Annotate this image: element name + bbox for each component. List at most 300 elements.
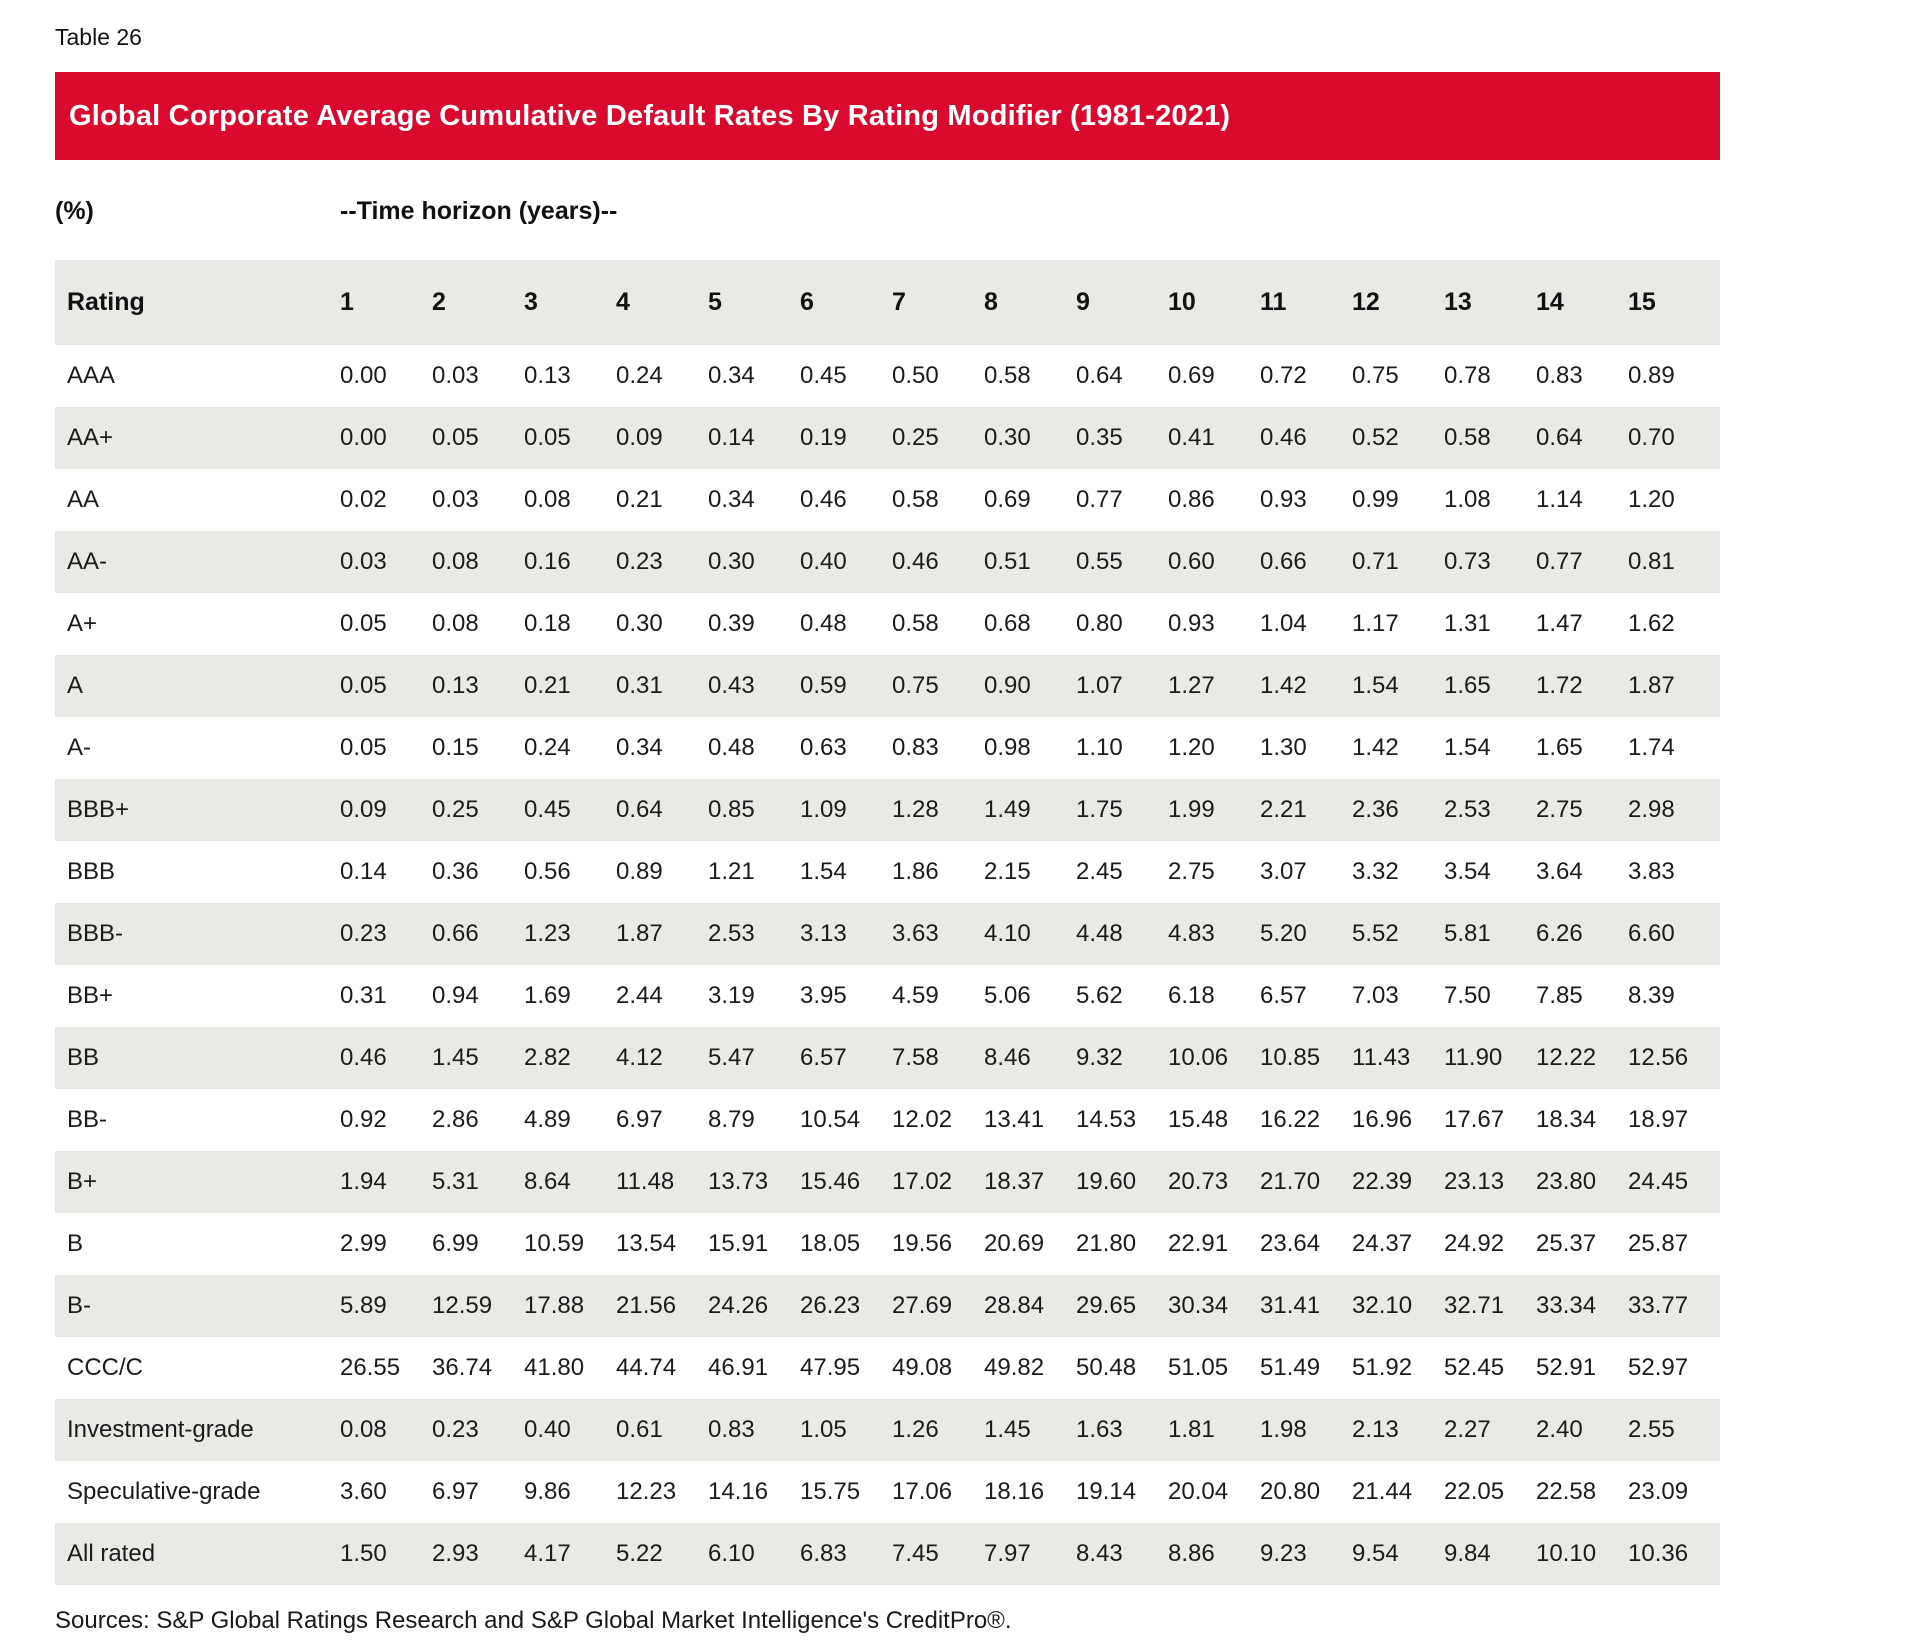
default-rate-cell-year-15: 1.74 [1628, 734, 1675, 761]
default-rate-cell-year-10: 0.86 [1168, 486, 1215, 513]
default-rate-cell-year-12: 9.54 [1352, 1540, 1399, 1567]
default-rate-cell-year-15: 0.81 [1628, 548, 1675, 575]
default-rate-cell-year-14: 7.85 [1536, 982, 1583, 1009]
default-rate-cell-year-11: 1.98 [1260, 1416, 1307, 1443]
default-rate-cell-year-6: 6.57 [800, 1044, 847, 1071]
default-rate-cell-year-11: 1.04 [1260, 610, 1307, 637]
default-rate-cell-year-14: 1.72 [1536, 672, 1583, 699]
column-header-year-15: 15 [1628, 288, 1656, 316]
default-rate-cell-year-2: 12.59 [432, 1292, 493, 1319]
rating-label: B [67, 1230, 84, 1257]
default-rate-cell-year-2: 0.03 [432, 486, 479, 513]
table-number-label: Table 26 [55, 24, 142, 50]
default-rate-cell-year-14: 2.40 [1536, 1416, 1583, 1443]
default-rate-cell-year-14: 22.58 [1536, 1478, 1597, 1505]
default-rate-cell-year-1: 1.94 [340, 1168, 387, 1195]
default-rate-cell-year-11: 1.30 [1260, 734, 1307, 761]
default-rate-cell-year-8: 5.06 [984, 982, 1031, 1009]
default-rate-cell-year-3: 0.08 [524, 486, 571, 513]
default-rate-cell-year-1: 1.50 [340, 1540, 387, 1567]
default-rate-cell-year-14: 12.22 [1536, 1044, 1597, 1071]
table-row-bb [55, 965, 1720, 1027]
default-rate-cell-year-6: 1.09 [800, 796, 847, 823]
default-rate-cell-year-6: 0.19 [800, 424, 847, 451]
default-rate-cell-year-5: 0.39 [708, 610, 755, 637]
default-rate-cell-year-6: 0.46 [800, 486, 847, 513]
default-rate-cell-year-3: 0.18 [524, 610, 571, 637]
default-rate-cell-year-10: 1.20 [1168, 734, 1215, 761]
default-rate-cell-year-4: 0.34 [616, 734, 663, 761]
rating-label: BBB+ [67, 796, 130, 823]
default-rate-cell-year-8: 18.16 [984, 1478, 1045, 1505]
default-rate-cell-year-7: 3.63 [892, 920, 939, 947]
title-banner [55, 72, 1720, 160]
default-rate-cell-year-6: 0.45 [800, 362, 847, 389]
default-rate-cell-year-7: 17.06 [892, 1478, 953, 1505]
default-rate-cell-year-8: 0.68 [984, 610, 1031, 637]
default-rate-cell-year-5: 0.34 [708, 362, 755, 389]
default-rate-cell-year-3: 4.89 [524, 1106, 571, 1133]
unit-label: (%) [55, 196, 94, 225]
default-rate-cell-year-7: 12.02 [892, 1106, 953, 1133]
default-rate-cell-year-12: 24.37 [1352, 1230, 1413, 1257]
default-rate-cell-year-9: 1.07 [1076, 672, 1123, 699]
default-rate-cell-year-9: 0.35 [1076, 424, 1123, 451]
default-rate-cell-year-7: 1.86 [892, 858, 939, 885]
rating-label: Investment-grade [67, 1416, 254, 1443]
default-rate-cell-year-1: 3.60 [340, 1478, 387, 1505]
default-rate-cell-year-7: 0.50 [892, 362, 939, 389]
rating-label: AAA [67, 362, 116, 389]
default-rate-cell-year-10: 0.69 [1168, 362, 1215, 389]
rating-label: BB- [67, 1106, 108, 1133]
default-rate-cell-year-13: 23.13 [1444, 1168, 1505, 1195]
default-rate-cell-year-10: 15.48 [1168, 1106, 1229, 1133]
default-rate-cell-year-7: 0.75 [892, 672, 939, 699]
default-rate-cell-year-15: 1.20 [1628, 486, 1675, 513]
default-rate-cell-year-12: 1.54 [1352, 672, 1399, 699]
rating-label: BBB- [67, 920, 124, 947]
default-rate-cell-year-7: 0.58 [892, 610, 939, 637]
default-rate-cell-year-7: 49.08 [892, 1354, 953, 1381]
default-rate-cell-year-12: 3.32 [1352, 858, 1399, 885]
default-rate-cell-year-6: 47.95 [800, 1354, 861, 1381]
default-rate-cell-year-1: 0.09 [340, 796, 387, 823]
default-rate-cell-year-5: 14.16 [708, 1478, 769, 1505]
default-rate-cell-year-15: 0.70 [1628, 424, 1675, 451]
rating-label: AA [67, 486, 100, 513]
default-rate-cell-year-14: 33.34 [1536, 1292, 1597, 1319]
default-rate-cell-year-6: 0.63 [800, 734, 847, 761]
default-rate-cell-year-10: 1.27 [1168, 672, 1215, 699]
default-rate-cell-year-1: 0.00 [340, 424, 387, 451]
default-rate-cell-year-5: 46.91 [708, 1354, 769, 1381]
default-rate-cell-year-5: 0.48 [708, 734, 755, 761]
default-rate-cell-year-8: 0.90 [984, 672, 1031, 699]
default-rate-cell-year-15: 1.62 [1628, 610, 1675, 637]
default-rate-cell-year-13: 0.58 [1444, 424, 1491, 451]
default-rate-cell-year-2: 0.08 [432, 548, 479, 575]
default-rate-cell-year-11: 21.70 [1260, 1168, 1321, 1195]
default-rate-cell-year-8: 0.30 [984, 424, 1031, 451]
default-rate-cell-year-1: 0.23 [340, 920, 387, 947]
default-rate-cell-year-11: 31.41 [1260, 1292, 1321, 1319]
default-rate-cell-year-10: 8.86 [1168, 1540, 1215, 1567]
default-rate-cell-year-2: 36.74 [432, 1354, 493, 1381]
default-rate-cell-year-3: 2.82 [524, 1044, 571, 1071]
default-rate-cell-year-1: 0.05 [340, 610, 387, 637]
table-row-a [55, 593, 1720, 655]
column-header-year-10: 10 [1168, 288, 1196, 316]
default-rate-cell-year-15: 6.60 [1628, 920, 1675, 947]
default-rate-cell-year-6: 3.13 [800, 920, 847, 947]
default-rate-cell-year-15: 33.77 [1628, 1292, 1689, 1319]
default-rate-cell-year-12: 51.92 [1352, 1354, 1413, 1381]
default-rate-cell-year-6: 0.59 [800, 672, 847, 699]
table-row-ccc-c [55, 1337, 1720, 1399]
default-rate-cell-year-8: 18.37 [984, 1168, 1045, 1195]
default-rate-cell-year-6: 6.83 [800, 1540, 847, 1567]
default-rate-cell-year-13: 1.31 [1444, 610, 1491, 637]
default-rate-cell-year-13: 2.53 [1444, 796, 1491, 823]
default-rate-cell-year-11: 20.80 [1260, 1478, 1321, 1505]
rating-label: A+ [67, 610, 98, 637]
rating-label: A [67, 672, 84, 699]
default-rate-cell-year-14: 1.14 [1536, 486, 1583, 513]
default-rate-cell-year-8: 20.69 [984, 1230, 1045, 1257]
default-rate-cell-year-9: 4.48 [1076, 920, 1123, 947]
table-row-aa [55, 469, 1720, 531]
default-rate-cell-year-11: 10.85 [1260, 1044, 1321, 1071]
default-rate-cell-year-15: 10.36 [1628, 1540, 1689, 1567]
table-head [55, 260, 1720, 345]
default-rate-cell-year-7: 0.46 [892, 548, 939, 575]
default-rate-cell-year-6: 15.75 [800, 1478, 861, 1505]
default-rate-cell-year-1: 0.14 [340, 858, 387, 885]
default-rate-cell-year-11: 0.46 [1260, 424, 1307, 451]
default-rate-cell-year-8: 28.84 [984, 1292, 1045, 1319]
default-rate-cell-year-14: 2.75 [1536, 796, 1583, 823]
default-rate-cell-year-12: 22.39 [1352, 1168, 1413, 1195]
default-rate-cell-year-15: 1.87 [1628, 672, 1675, 699]
default-rate-cell-year-15: 2.55 [1628, 1416, 1675, 1443]
default-rate-cell-year-2: 0.23 [432, 1416, 479, 1443]
table-row-a [55, 717, 1720, 779]
time-horizon-label: --Time horizon (years)-- [340, 196, 618, 225]
default-rate-cell-year-10: 6.18 [1168, 982, 1215, 1009]
default-rate-cell-year-12: 0.52 [1352, 424, 1399, 451]
default-rate-cell-year-3: 1.23 [524, 920, 571, 947]
default-rate-cell-year-10: 0.41 [1168, 424, 1215, 451]
default-rate-cell-year-8: 8.46 [984, 1044, 1031, 1071]
default-rate-cell-year-5: 0.83 [708, 1416, 755, 1443]
default-rate-cell-year-2: 6.99 [432, 1230, 479, 1257]
default-rate-cell-year-10: 0.93 [1168, 610, 1215, 637]
default-rate-cell-year-12: 2.36 [1352, 796, 1399, 823]
default-rate-cell-year-12: 7.03 [1352, 982, 1399, 1009]
default-rate-cell-year-8: 7.97 [984, 1540, 1031, 1567]
column-header-year-9: 9 [1076, 288, 1090, 316]
default-rate-cell-year-14: 1.65 [1536, 734, 1583, 761]
default-rates-table [55, 260, 1720, 1585]
default-rate-cell-year-15: 3.83 [1628, 858, 1675, 885]
column-header-year-11: 11 [1260, 288, 1287, 316]
default-rate-cell-year-14: 18.34 [1536, 1106, 1597, 1133]
default-rate-cell-year-15: 8.39 [1628, 982, 1675, 1009]
rating-label: AA- [67, 548, 108, 575]
default-rate-cell-year-7: 27.69 [892, 1292, 953, 1319]
default-rate-cell-year-6: 10.54 [800, 1106, 861, 1133]
column-header-year-2: 2 [432, 288, 446, 316]
default-rate-cell-year-11: 23.64 [1260, 1230, 1321, 1257]
default-rate-cell-year-10: 20.04 [1168, 1478, 1229, 1505]
default-rate-cell-year-3: 9.86 [524, 1478, 571, 1505]
default-rate-cell-year-13: 17.67 [1444, 1106, 1505, 1133]
default-rate-cell-year-9: 5.62 [1076, 982, 1123, 1009]
table-row-speculative-grade [55, 1461, 1720, 1523]
default-rate-cell-year-9: 1.10 [1076, 734, 1123, 761]
default-rate-cell-year-1: 26.55 [340, 1354, 401, 1381]
table-subheader [55, 196, 1911, 226]
default-rate-cell-year-3: 0.56 [524, 858, 571, 885]
column-header-year-13: 13 [1444, 288, 1472, 316]
default-rate-cell-year-2: 0.13 [432, 672, 479, 699]
default-rate-cell-year-2: 0.36 [432, 858, 479, 885]
rating-label: CCC/C [67, 1354, 143, 1381]
default-rate-cell-year-6: 1.05 [800, 1416, 847, 1443]
table-body [55, 345, 1720, 1585]
default-rate-cell-year-2: 6.97 [432, 1478, 479, 1505]
default-rate-cell-year-3: 0.05 [524, 424, 571, 451]
default-rate-cell-year-9: 0.64 [1076, 362, 1123, 389]
default-rate-cell-year-13: 3.54 [1444, 858, 1491, 885]
default-rate-cell-year-14: 25.37 [1536, 1230, 1597, 1257]
default-rate-cell-year-9: 14.53 [1076, 1106, 1137, 1133]
default-rate-cell-year-11: 5.20 [1260, 920, 1307, 947]
default-rate-cell-year-1: 0.02 [340, 486, 387, 513]
default-rate-cell-year-3: 17.88 [524, 1292, 585, 1319]
default-rate-cell-year-3: 4.17 [524, 1540, 571, 1567]
default-rate-cell-year-5: 0.43 [708, 672, 755, 699]
default-rate-cell-year-2: 1.45 [432, 1044, 479, 1071]
default-rate-cell-year-8: 0.58 [984, 362, 1031, 389]
default-rate-cell-year-6: 0.48 [800, 610, 847, 637]
default-rate-cell-year-1: 0.31 [340, 982, 387, 1009]
default-rate-cell-year-11: 0.66 [1260, 548, 1307, 575]
default-rate-cell-year-3: 0.40 [524, 1416, 571, 1443]
table-row-b [55, 1275, 1720, 1337]
rating-label: All rated [67, 1540, 156, 1567]
table-row-aaa [55, 345, 1720, 407]
default-rate-cell-year-1: 0.05 [340, 672, 387, 699]
page-title: Global Corporate Average Cumulative Default Rates By Rating Modifier (1981-2021) [69, 99, 1231, 132]
default-rate-cell-year-3: 41.80 [524, 1354, 585, 1381]
default-rate-cell-year-2: 0.08 [432, 610, 479, 637]
default-rate-cell-year-15: 0.89 [1628, 362, 1675, 389]
default-rate-cell-year-3: 10.59 [524, 1230, 585, 1257]
default-rate-cell-year-4: 44.74 [616, 1354, 677, 1381]
default-rate-cell-year-8: 0.51 [984, 548, 1031, 575]
default-rate-cell-year-6: 0.40 [800, 548, 847, 575]
default-rate-cell-year-9: 8.43 [1076, 1540, 1123, 1567]
default-rate-cell-year-7: 0.58 [892, 486, 939, 513]
column-header-year-1: 1 [340, 288, 354, 316]
table-row-investment-grade [55, 1399, 1720, 1461]
default-rate-cell-year-10: 22.91 [1168, 1230, 1229, 1257]
rating-label: B- [67, 1292, 91, 1319]
default-rate-cell-year-15: 18.97 [1628, 1106, 1689, 1133]
default-rate-cell-year-4: 0.31 [616, 672, 663, 699]
default-rate-cell-year-8: 4.10 [984, 920, 1031, 947]
default-rate-cell-year-10: 30.34 [1168, 1292, 1229, 1319]
default-rate-cell-year-7: 17.02 [892, 1168, 953, 1195]
rating-label: Speculative-grade [67, 1478, 261, 1505]
default-rate-cell-year-12: 1.42 [1352, 734, 1399, 761]
default-rate-cell-year-11: 16.22 [1260, 1106, 1321, 1133]
default-rate-cell-year-3: 1.69 [524, 982, 571, 1009]
default-rate-cell-year-1: 2.99 [340, 1230, 387, 1257]
default-rate-cell-year-1: 0.00 [340, 362, 387, 389]
default-rate-cell-year-4: 0.64 [616, 796, 663, 823]
default-rate-cell-year-6: 26.23 [800, 1292, 861, 1319]
default-rate-cell-year-11: 3.07 [1260, 858, 1307, 885]
default-rate-cell-year-11: 2.21 [1260, 796, 1307, 823]
default-rate-cell-year-14: 10.10 [1536, 1540, 1597, 1567]
table-row-bb [55, 1027, 1720, 1089]
default-rate-cell-year-14: 52.91 [1536, 1354, 1597, 1381]
default-rate-cell-year-8: 49.82 [984, 1354, 1045, 1381]
sources-note: Sources: S&P Global Ratings Research and S&P Global Market Intelligence's CreditPro®. [55, 1607, 1012, 1634]
default-rate-cell-year-10: 20.73 [1168, 1168, 1229, 1195]
column-header-year-8: 8 [984, 288, 998, 316]
default-rate-cell-year-1: 0.08 [340, 1416, 387, 1443]
default-rate-cell-year-14: 6.26 [1536, 920, 1583, 947]
default-rate-cell-year-13: 5.81 [1444, 920, 1491, 947]
table-row-aa [55, 407, 1720, 469]
default-rate-cell-year-8: 0.98 [984, 734, 1031, 761]
default-rate-cell-year-7: 19.56 [892, 1230, 953, 1257]
default-rate-cell-year-11: 51.49 [1260, 1354, 1321, 1381]
default-rate-cell-year-13: 11.90 [1444, 1044, 1503, 1071]
default-rate-cell-year-10: 2.75 [1168, 858, 1215, 885]
default-rate-cell-year-4: 1.87 [616, 920, 663, 947]
default-rate-cell-year-4: 13.54 [616, 1230, 677, 1257]
default-rate-cell-year-8: 0.69 [984, 486, 1031, 513]
table-header-row [55, 260, 1720, 345]
default-rate-cell-year-12: 32.10 [1352, 1292, 1413, 1319]
default-rate-cell-year-5: 15.91 [708, 1230, 769, 1257]
default-rate-cell-year-8: 2.15 [984, 858, 1031, 885]
default-rate-cell-year-2: 0.25 [432, 796, 479, 823]
rating-label: BBB [67, 858, 116, 885]
default-rate-cell-year-10: 51.05 [1168, 1354, 1229, 1381]
default-rate-cell-year-3: 8.64 [524, 1168, 571, 1195]
default-rate-cell-year-14: 0.77 [1536, 548, 1583, 575]
default-rate-cell-year-7: 1.26 [892, 1416, 939, 1443]
default-rate-cell-year-3: 0.13 [524, 362, 571, 389]
default-rate-cell-year-2: 0.94 [432, 982, 479, 1009]
default-rate-cell-year-5: 8.79 [708, 1106, 755, 1133]
default-rate-cell-year-5: 6.10 [708, 1540, 755, 1567]
default-rate-cell-year-8: 1.45 [984, 1416, 1031, 1443]
default-rate-cell-year-2: 5.31 [432, 1168, 479, 1195]
default-rate-cell-year-13: 32.71 [1444, 1292, 1505, 1319]
default-rate-cell-year-11: 0.93 [1260, 486, 1307, 513]
default-rate-cell-year-13: 52.45 [1444, 1354, 1505, 1381]
default-rate-cell-year-10: 1.99 [1168, 796, 1215, 823]
default-rate-cell-year-14: 0.64 [1536, 424, 1583, 451]
default-rate-cell-year-5: 2.53 [708, 920, 755, 947]
default-rate-cell-year-10: 4.83 [1168, 920, 1215, 947]
default-rate-cell-year-9: 0.80 [1076, 610, 1123, 637]
default-rate-cell-year-3: 0.24 [524, 734, 571, 761]
default-rate-cell-year-15: 25.87 [1628, 1230, 1689, 1257]
default-rate-cell-year-13: 1.54 [1444, 734, 1491, 761]
default-rate-cell-year-12: 16.96 [1352, 1106, 1413, 1133]
default-rate-cell-year-14: 23.80 [1536, 1168, 1597, 1195]
default-rate-cell-year-1: 0.92 [340, 1106, 387, 1133]
rating-label: BB [67, 1044, 100, 1071]
default-rate-cell-year-4: 0.09 [616, 424, 663, 451]
default-rate-cell-year-11: 1.42 [1260, 672, 1307, 699]
default-rate-cell-year-13: 9.84 [1444, 1540, 1491, 1567]
default-rate-cell-year-7: 0.25 [892, 424, 939, 451]
table-row-a [55, 655, 1720, 717]
default-rate-cell-year-5: 0.85 [708, 796, 755, 823]
rating-label: AA+ [67, 424, 114, 451]
column-header-year-7: 7 [892, 288, 906, 316]
default-rate-cell-year-4: 21.56 [616, 1292, 677, 1319]
table-row-bbb [55, 779, 1720, 841]
default-rate-cell-year-9: 0.77 [1076, 486, 1123, 513]
default-rate-cell-year-4: 4.12 [616, 1044, 663, 1071]
default-rate-cell-year-10: 1.81 [1168, 1416, 1215, 1443]
default-rate-cell-year-8: 13.41 [984, 1106, 1045, 1133]
default-rate-cell-year-13: 0.78 [1444, 362, 1491, 389]
default-rate-cell-year-2: 0.03 [432, 362, 479, 389]
default-rate-cell-year-13: 1.65 [1444, 672, 1491, 699]
default-rate-cell-year-4: 6.97 [616, 1106, 663, 1133]
default-rate-cell-year-5: 0.34 [708, 486, 755, 513]
default-rate-cell-year-13: 1.08 [1444, 486, 1491, 513]
table-row-bbb [55, 841, 1720, 903]
default-rate-cell-year-13: 22.05 [1444, 1478, 1505, 1505]
column-header-year-4: 4 [616, 288, 630, 316]
default-rate-cell-year-2: 2.86 [432, 1106, 479, 1133]
default-rate-cell-year-4: 0.23 [616, 548, 663, 575]
default-rate-cell-year-12: 0.75 [1352, 362, 1399, 389]
default-rate-cell-year-8: 1.49 [984, 796, 1031, 823]
column-header-year-14: 14 [1536, 288, 1564, 316]
default-rate-cell-year-12: 1.17 [1352, 610, 1399, 637]
default-rate-cell-year-4: 0.61 [616, 1416, 663, 1443]
table-row-bb [55, 1089, 1720, 1151]
default-rate-cell-year-9: 2.45 [1076, 858, 1123, 885]
default-rate-cell-year-9: 1.63 [1076, 1416, 1123, 1443]
default-rate-cell-year-1: 5.89 [340, 1292, 387, 1319]
default-rate-cell-year-10: 10.06 [1168, 1044, 1229, 1071]
default-rate-cell-year-9: 19.14 [1076, 1478, 1137, 1505]
table-row-all-rated [55, 1523, 1720, 1585]
column-header-rating: Rating [67, 288, 145, 316]
default-rate-cell-year-9: 21.80 [1076, 1230, 1137, 1257]
default-rate-cell-year-4: 0.24 [616, 362, 663, 389]
default-rate-cell-year-15: 12.56 [1628, 1044, 1689, 1071]
default-rate-cell-year-5: 0.30 [708, 548, 755, 575]
default-rate-cell-year-12: 0.71 [1352, 548, 1399, 575]
default-rate-cell-year-9: 50.48 [1076, 1354, 1137, 1381]
default-rate-cell-year-4: 11.48 [616, 1168, 675, 1195]
